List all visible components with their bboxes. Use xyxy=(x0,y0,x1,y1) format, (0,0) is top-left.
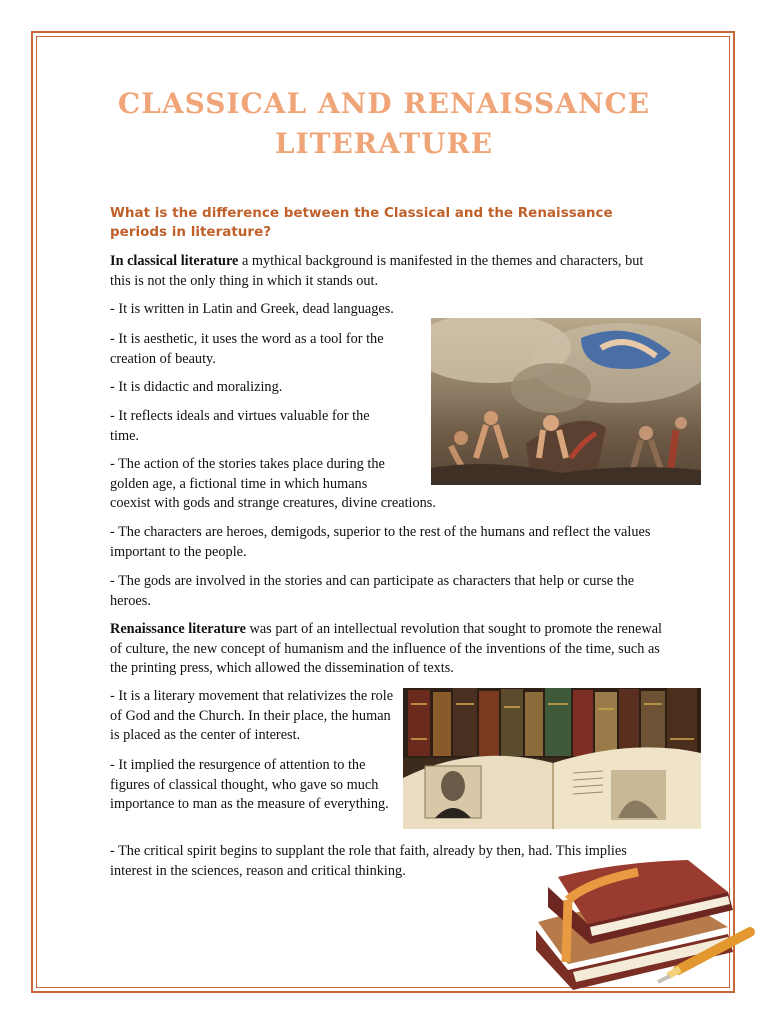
books-pen-illustration xyxy=(528,852,758,992)
classical-intro xyxy=(110,252,665,291)
classical-intro-text: a mythical background is manifested in the themes and characters, but this is not the only thing in which it stands out. xyxy=(110,253,644,289)
classical-point-5: - The action of the stories takes place during the golden age, a fictional time in which humans xyxy=(110,456,385,492)
classical-point-5-cont: coexist with gods and strange creatures, divine creations. xyxy=(110,495,436,511)
renaissance-intro-text: was part of an intellectual revolution that sought to promote the renewal of culture, the new concept of humanism and the influence of the inventions of the time, such as the printing press, which allowed the dissemination of texts. xyxy=(110,621,663,676)
classical-point-2: - It is aesthetic, it uses the word as a tool for the creation of beauty. xyxy=(110,331,384,367)
renaissance-intro xyxy=(110,620,665,679)
renaissance-point-1: - It is a literary movement that relativizes the role of God and the Church. In their place, the human is placed as the center of interest. xyxy=(110,688,394,743)
renaissance-point-3: - The critical spirit begins to supplant the role that faith, already by then, had. This implies interest in the sciences, reason and critical thinking. xyxy=(110,843,627,879)
renaissance-books-image xyxy=(403,688,701,829)
classical-point-6: - The characters are heroes, demigods, superior to the rest of the humans and reflect the values important to the people. xyxy=(110,524,651,560)
renaissance-intro-bold: Renaissance literature xyxy=(110,621,246,637)
classical-point-3: - It is didactic and moralizing. xyxy=(110,379,283,395)
classical-intro-bold: In classical literature xyxy=(110,253,239,269)
classical-point-7: - The gods are involved in the stories and can participate as characters that help or curse the heroes. xyxy=(110,573,635,609)
classical-fresco-image xyxy=(431,318,701,485)
section-question: What is the difference between the Classical and the Renaissance periods in literature? xyxy=(110,205,613,240)
classical-point-4: - It reflects ideals and virtues valuable for the time. xyxy=(110,408,370,444)
renaissance-point-2: - It implied the resurgence of attention to the figures of classical thought, who gave so much importance to man as the measure of everything. xyxy=(110,757,389,812)
classical-point-1: - It is written in Latin and Greek, dead languages. xyxy=(110,301,394,317)
page-title: CLASSICAL AND RENAISSANCE LITERATURE xyxy=(117,87,651,160)
